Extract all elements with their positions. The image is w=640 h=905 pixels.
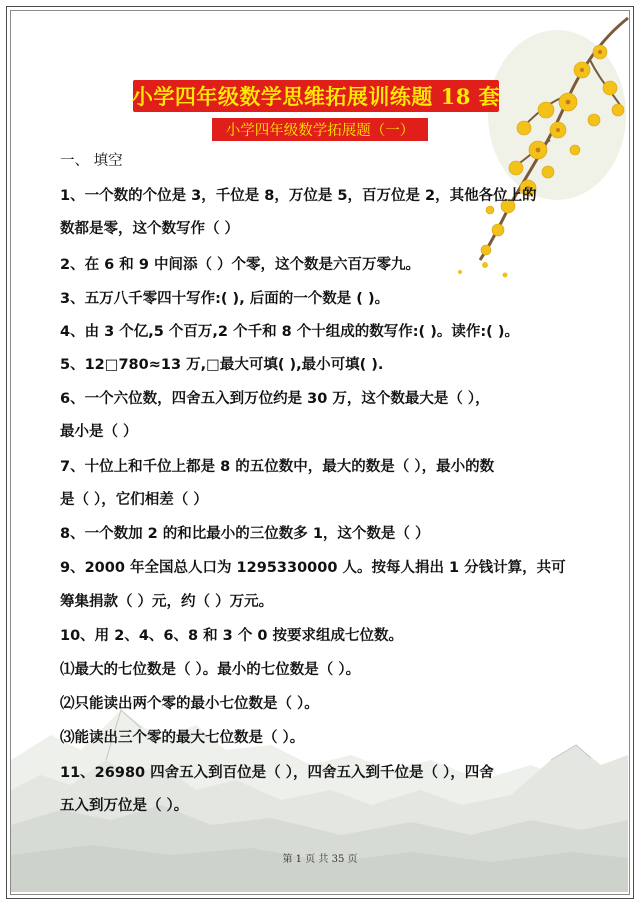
question-line: 筹集捐款（ ）元，约（ ）万元。 [60, 594, 274, 610]
question-line: 4、由 3 个亿,5 个百万,2 个千和 8 个十组成的数写作:( )。读作:( )。 [60, 324, 519, 340]
plum-blossom-branch-illustration [450, 10, 630, 280]
subtitle-banner [212, 118, 428, 141]
question-line: 五入到万位是（ ）。 [60, 798, 189, 814]
document-subtitle: 小学四年级数学拓展题（一） [225, 123, 415, 139]
question-line: 1、一个数的个位是 3，千位是 8，万位是 5，百万位是 2，其他各位上的 [60, 188, 537, 204]
question-line: 5、12□780≈13 万,□最大可填( ),最小可填( ). [60, 357, 384, 373]
question-line: ⑴最大的七位数是（ ）。最小的七位数是（ ）。 [60, 662, 361, 678]
question-line: ⑶能读出三个零的最大七位数是（ ）。 [60, 730, 305, 746]
question-line: 9、2000 年全国总人口为 1295330000 人。按每人捐出 1 分钱计算，共可 [60, 560, 566, 576]
question-line: 3、五万八千零四十写作:( ), 后面的一个数是 ( )。 [60, 291, 390, 307]
title-banner [133, 80, 499, 112]
question-line: 11、26980 四舍五入到百位是（ ），四舍五入到千位是（ ），四舍 [60, 765, 494, 781]
question-line: 6、一个六位数，四舍五入到万位约是 30 万，这个数最大是（ ）， [60, 391, 490, 407]
question-line: 是（ ），它们相差（ ） [60, 492, 208, 508]
question-line: ⑵只能读出两个零的最小七位数是（ ）。 [60, 696, 319, 712]
question-line: 10、用 2、4、6、8 和 3 个 0 按要求组成七位数。 [60, 628, 403, 644]
question-line: 7、十位上和千位上都是 8 的五位数中，最大的数是（ ），最小的数 [60, 459, 495, 475]
section-heading: 一、 填空 [60, 153, 123, 169]
document-title: 小学四年级数学思维拓展训练题 18 套 [131, 84, 501, 109]
question-line: 2、在 6 和 9 中间添（ ）个零，这个数是六百万零九。 [60, 257, 421, 273]
question-line: 数都是零，这个数写作（ ） [60, 221, 240, 237]
page-number-footer: 第 1 页 共 35 页 [282, 854, 358, 865]
question-line: 最小是（ ） [60, 424, 138, 440]
question-line: 8、一个数加 2 的和比最小的三位数多 1，这个数是（ ） [60, 526, 430, 542]
